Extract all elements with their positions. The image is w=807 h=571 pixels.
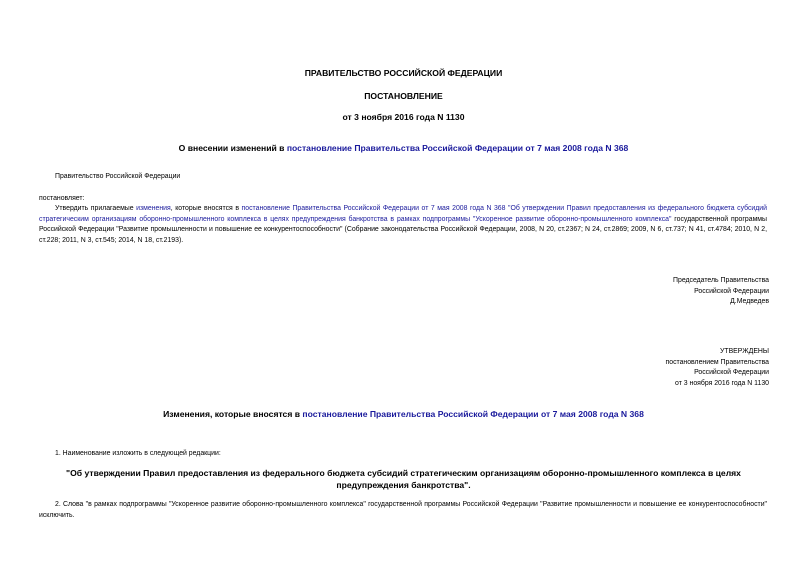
paragraph-approve [39,204,767,246]
signature-org: Российской Федерации [694,287,769,295]
authority-heading: ПРАВИТЕЛЬСТВО РОССИЙСКОЙ ФЕДЕРАЦИИ [304,68,503,78]
new-name-text: "Об утверждении Правил предоставления из федерального бюджета субсидий стратегическим организациям оборонно-промышленного комплекса в целях предупреждения банкротства". [66,468,741,490]
government-label: Правительство Российской Федерации [55,173,181,180]
changes-title-prefix: Изменения, которые вносятся в [163,409,303,419]
item-1: 1. Наименование изложить в следующей редакции: [55,450,221,457]
changes-link[interactable]: изменения [136,205,171,212]
signature-position: Председатель Правительства [673,277,769,284]
changes-title-link[interactable]: постановление Правительства Российской Федерации от 7 мая 2008 года N 368 [302,409,644,419]
doc-type-heading: ПОСТАНОВЛЕНИЕ [364,91,443,101]
title-link[interactable]: постановление Правительства Российской Федерации от 7 мая 2008 года N 368 [286,143,629,153]
p1-text-b: , которые вносятся в [170,205,242,212]
doc-date-line: от 3 ноября 2016 года N 1130 [342,112,465,122]
approved-date: от 3 ноября 2016 года N 1130 [675,379,769,387]
title-prefix: О внесении изменений в [178,143,287,153]
approved-org: Российской Федерации [694,369,769,377]
decides-label: постановляет: [39,195,85,202]
document-title [0,143,807,153]
p1-text-a: Утвердить прилагаемые [55,205,137,212]
signature-name: Д.Медведев [730,298,769,306]
item-2: 2. Слова "в рамках подпрограммы "Ускоренное развитие оборонно-промышленного комплекса" государственной программы Российской Федерации "Развитие промышленности и повышение ее конкурентоспособности" исключить. [39,501,767,519]
approved-label: УТВЕРЖДЕНЫ [720,348,769,355]
resolution-368-link[interactable]: постановление Правительства Российской Федерации от 7 мая 2008 года N 368 "Об утверждении Правил предоставления из федерального бюджета субсидий стратегическим организациям оборонно-промышленного комплекса в целях предупреждения банкротства в рамках подпрограммы "Ускоренное развитие оборонно-промышленного комплекса" [39,205,767,223]
changes-title [0,409,807,419]
approved-block [666,347,770,389]
approved-by: постановлением Правительства [665,358,769,366]
p1-text-c: государственной программы Российской Федерации "Развитие промышленности и повышение ее конкурентоспособности" (Собрание законодательства Российской Федерации, 2008, N 20, ст.2367; N 24, ст.2869; 2009, N 6, ст.737; N 41, ст.4784; 2010, N 2, ст.228; 2011, N 3, ст.545; 2014, N 18, ст.2193). [39,215,767,244]
signature-block [673,276,769,308]
